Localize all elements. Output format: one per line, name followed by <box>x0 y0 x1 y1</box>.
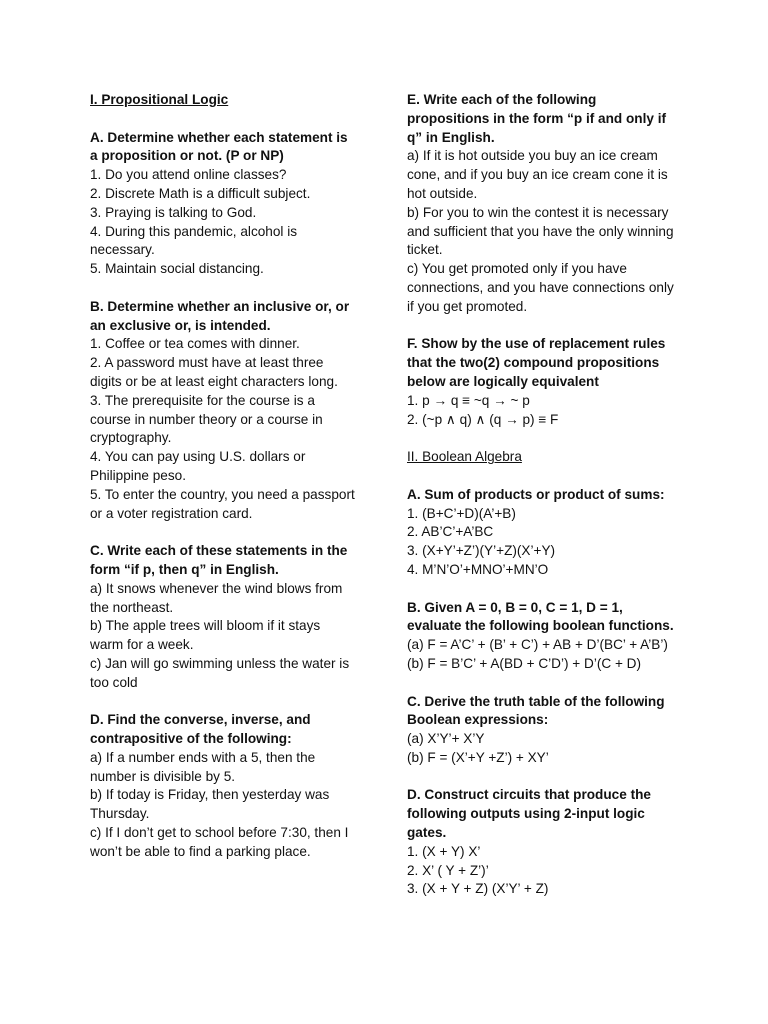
question-heading: below are logically equivalent <box>407 373 599 389</box>
question-heading: B. Determine whether an inclusive or, or <box>90 298 350 314</box>
text-line: 1. (X + Y) X’ <box>407 843 481 859</box>
question-heading: B. Given A = 0, B = 0, C = 1, D = 1, <box>407 599 623 615</box>
text-line: number is divisible by 5. <box>90 768 236 784</box>
text-line: 1. Coffee or tea comes with dinner. <box>90 336 300 352</box>
question-heading: E. Write each of the following <box>407 92 597 107</box>
text-line: a) It snows whenever the wind blows from <box>90 580 343 596</box>
question-heading: evaluate the following boolean functions. <box>407 618 674 634</box>
text-line: and sufficient that you have the only winning <box>407 223 674 239</box>
text-line: b) For you to win the contest it is necessary <box>407 204 669 220</box>
spacer <box>90 110 370 129</box>
text-line: (b) F = B’C’ + A(BD + C’D’) + D’(C + D) <box>407 655 642 671</box>
question-heading: following outputs using 2-input logic <box>407 806 645 822</box>
spacer <box>90 693 370 712</box>
text-line: if you get promoted. <box>407 298 528 314</box>
spacer <box>407 317 697 336</box>
text-line: cryptography. <box>90 430 172 446</box>
right-column <box>407 91 697 899</box>
question-heading: F. Show by the use of replacement rules <box>407 336 666 352</box>
question-heading: form “if p, then q” in English. <box>90 561 279 577</box>
spacer <box>407 674 697 693</box>
section-heading: II. Boolean Algebra <box>407 449 522 465</box>
text-line: 4. You can pay using U.S. dollars or <box>90 449 306 465</box>
text-line: 3. The prerequisite for the course is a <box>90 392 315 408</box>
text-line: necessary. <box>90 242 155 258</box>
text-line: or a voter registration card. <box>90 505 253 521</box>
text-line: 1. (B+C’+D)(A’+B) <box>407 505 516 521</box>
text-line: cone, and if you buy an ice cream cone it is <box>407 167 668 183</box>
text-line: too cold <box>90 674 138 690</box>
text-line: won’t be able to find a parking place. <box>90 843 311 859</box>
text-line: 5. To enter the country, you need a passport <box>90 486 355 502</box>
text-line: connections, and you have connections only <box>407 279 674 295</box>
text-line: c) If I don’t get to school before 7:30, then I <box>90 825 349 841</box>
question-heading: D. Find the converse, inverse, and <box>90 712 311 728</box>
spacer <box>407 429 697 448</box>
section-heading: I. Propositional Logic <box>90 92 229 107</box>
question-heading: a proposition or not. (P or NP) <box>90 148 284 164</box>
text-line: 3. (X + Y + Z) (X’Y’ + Z) <box>407 881 549 897</box>
spacer <box>407 768 697 787</box>
text-line: the northeast. <box>90 599 174 615</box>
text-line: ticket. <box>407 242 443 258</box>
text-line: Philippine peso. <box>90 467 186 483</box>
question-heading: q” in English. <box>407 129 495 145</box>
text-line: a) If it is hot outside you buy an ice cream <box>407 148 658 164</box>
question-heading: C. Write each of these statements in the <box>90 543 348 559</box>
question-heading: propositions in the form “p if and only if <box>407 110 667 126</box>
text-line: 2. (~p ∧ q) ∧ (q → p) ≡ F <box>407 411 559 427</box>
text-line: b) If today is Friday, then yesterday was <box>90 787 330 803</box>
text-line: 2. A password must have at least three <box>90 355 324 371</box>
spacer <box>407 467 697 486</box>
question-heading: Boolean expressions: <box>407 712 549 728</box>
question-heading: an exclusive or, is intended. <box>90 317 271 333</box>
text-line: hot outside. <box>407 185 478 201</box>
question-heading: D. Construct circuits that produce the <box>407 787 651 803</box>
spacer <box>90 279 370 298</box>
text-line: b) The apple trees will bloom if it stays <box>90 618 321 634</box>
text-line: 3. Praying is talking to God. <box>90 204 257 220</box>
text-line: digits or be at least eight characters long. <box>90 373 338 389</box>
text-line: 3. (X+Y’+Z’)(Y’+Z)(X’+Y) <box>407 543 556 559</box>
text-line: 1. Do you attend online classes? <box>90 167 287 183</box>
question-heading: gates. <box>407 825 447 841</box>
text-line: Thursday. <box>90 806 150 822</box>
text-line: 2. X’ ( Y + Z’)’ <box>407 862 489 878</box>
text-line: c) You get promoted only if you have <box>407 261 627 277</box>
text-line: 5. Maintain social distancing. <box>90 261 264 277</box>
text-line: 4. During this pandemic, alcohol is <box>90 223 298 239</box>
text-line: (a) F = A’C’ + (B’ + C’) + AB + D’(BC’ + A’B’) <box>407 637 668 653</box>
text-line: (b) F = (X’+Y +Z’) + XY’ <box>407 749 549 765</box>
question-heading: C. Derive the truth table of the following <box>407 693 665 709</box>
question-heading: A. Sum of products or product of sums: <box>407 486 665 502</box>
text-line: a) If a number ends with a 5, then the <box>90 749 316 765</box>
text-line: 2. Discrete Math is a difficult subject. <box>90 185 311 201</box>
left-column <box>90 91 370 862</box>
text-line: 2. AB’C’+A’BC <box>407 524 494 540</box>
text-line: (a) X’Y’+ X’Y <box>407 731 485 747</box>
spacer <box>90 523 370 542</box>
question-heading: contrapositive of the following: <box>90 731 292 747</box>
spacer <box>407 580 697 599</box>
text-line: 4. M’N’O’+MNO’+MN’O <box>407 561 549 577</box>
question-heading: A. Determine whether each statement is <box>90 129 348 145</box>
text-line: 1. p → q ≡ ~q → ~ p <box>407 392 530 408</box>
text-line: c) Jan will go swimming unless the water is <box>90 655 350 671</box>
text-line: course in number theory or a course in <box>90 411 323 427</box>
text-line: warm for a week. <box>90 637 194 653</box>
question-heading: that the two(2) compound propositions <box>407 355 660 371</box>
